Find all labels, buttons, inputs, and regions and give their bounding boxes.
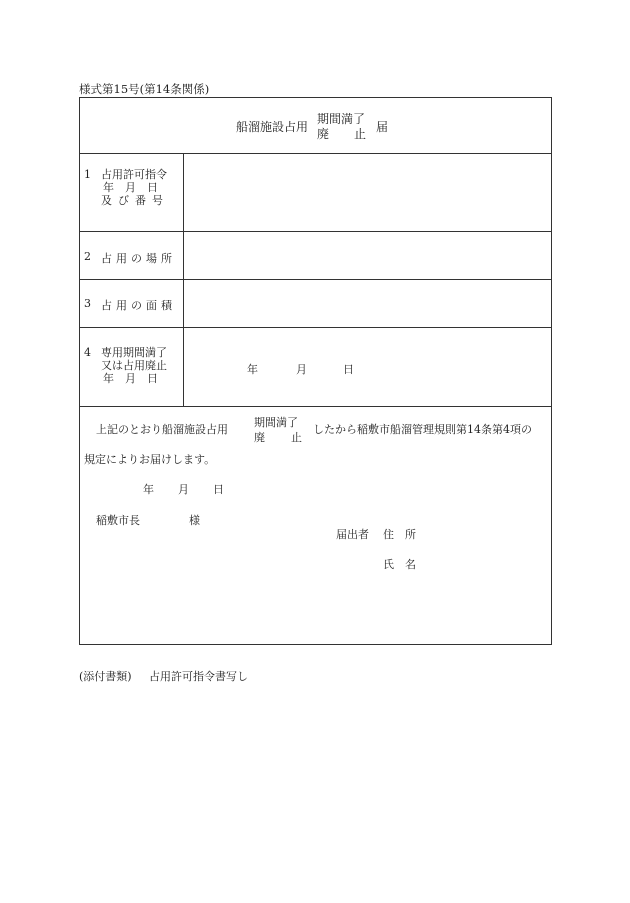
body-date-year: 年 xyxy=(143,483,154,496)
body-text-3: 規定によりお届けします。 xyxy=(84,453,216,466)
row-1-label xyxy=(101,168,179,207)
row-4-date-month: 月 xyxy=(296,363,307,376)
row-4-label-line-3: 年 月 日 xyxy=(103,372,158,385)
row-4-date-year: 年 xyxy=(247,363,258,376)
row-3-number: 3 xyxy=(84,297,91,310)
title-option-bottom-left: 廃 xyxy=(317,127,330,141)
row-divider-5 xyxy=(79,406,552,407)
title-option-top: 期間満了 xyxy=(317,112,366,126)
row-4-number: 4 xyxy=(84,346,91,359)
column-divider xyxy=(183,153,184,406)
address-label: 住 所 xyxy=(383,528,416,541)
attachment-value: 占用許可指令書写し xyxy=(149,670,248,683)
applicant-label: 届出者 xyxy=(336,528,369,541)
row-1-label-line-1: 占用許可指令 xyxy=(101,168,167,181)
body-text-1: 上記のとおり船溜施設占用 xyxy=(96,423,228,436)
honorific: 様 xyxy=(189,514,200,527)
row-4-date-day: 日 xyxy=(343,363,354,376)
body-option-top: 期間満了 xyxy=(254,416,298,429)
title-option-bottom-right: 止 xyxy=(354,127,367,141)
row-4-label-line-1: 専用期間満了 xyxy=(101,346,167,359)
row-divider-1 xyxy=(79,153,552,154)
row-4-label-line-2: 又は占用廃止 xyxy=(101,359,167,372)
title-prefix: 船溜施設占用 xyxy=(236,120,309,134)
row-3-label: 占用の面積 xyxy=(101,299,176,312)
row-4-label xyxy=(101,346,179,385)
row-2-label: 占用の場所 xyxy=(101,252,176,265)
body-date-month: 月 xyxy=(178,483,189,496)
body-option-bottom-right: 止 xyxy=(291,431,302,444)
row-divider-4 xyxy=(79,327,552,328)
row-divider-3 xyxy=(79,279,552,280)
row-1-label-line-3: 及び番号 xyxy=(101,194,169,207)
attachment-label: (添付書類) xyxy=(79,670,132,683)
form-number: 様式第15号(第14条関係) xyxy=(79,82,210,96)
name-label: 氏 名 xyxy=(383,558,416,571)
row-1-number: 1 xyxy=(84,168,91,181)
row-2-number: 2 xyxy=(84,250,91,263)
title-suffix: 届 xyxy=(376,120,389,134)
row-1-label-line-2: 年 月 日 xyxy=(103,181,158,194)
body-option-bottom-left: 廃 xyxy=(254,431,265,444)
body-date-day: 日 xyxy=(213,483,224,496)
addressee: 稲敷市長 xyxy=(96,514,140,527)
body-text-2: したから稲敷市船溜管理規則第14条第4項の xyxy=(313,423,532,436)
row-divider-2 xyxy=(79,231,552,232)
